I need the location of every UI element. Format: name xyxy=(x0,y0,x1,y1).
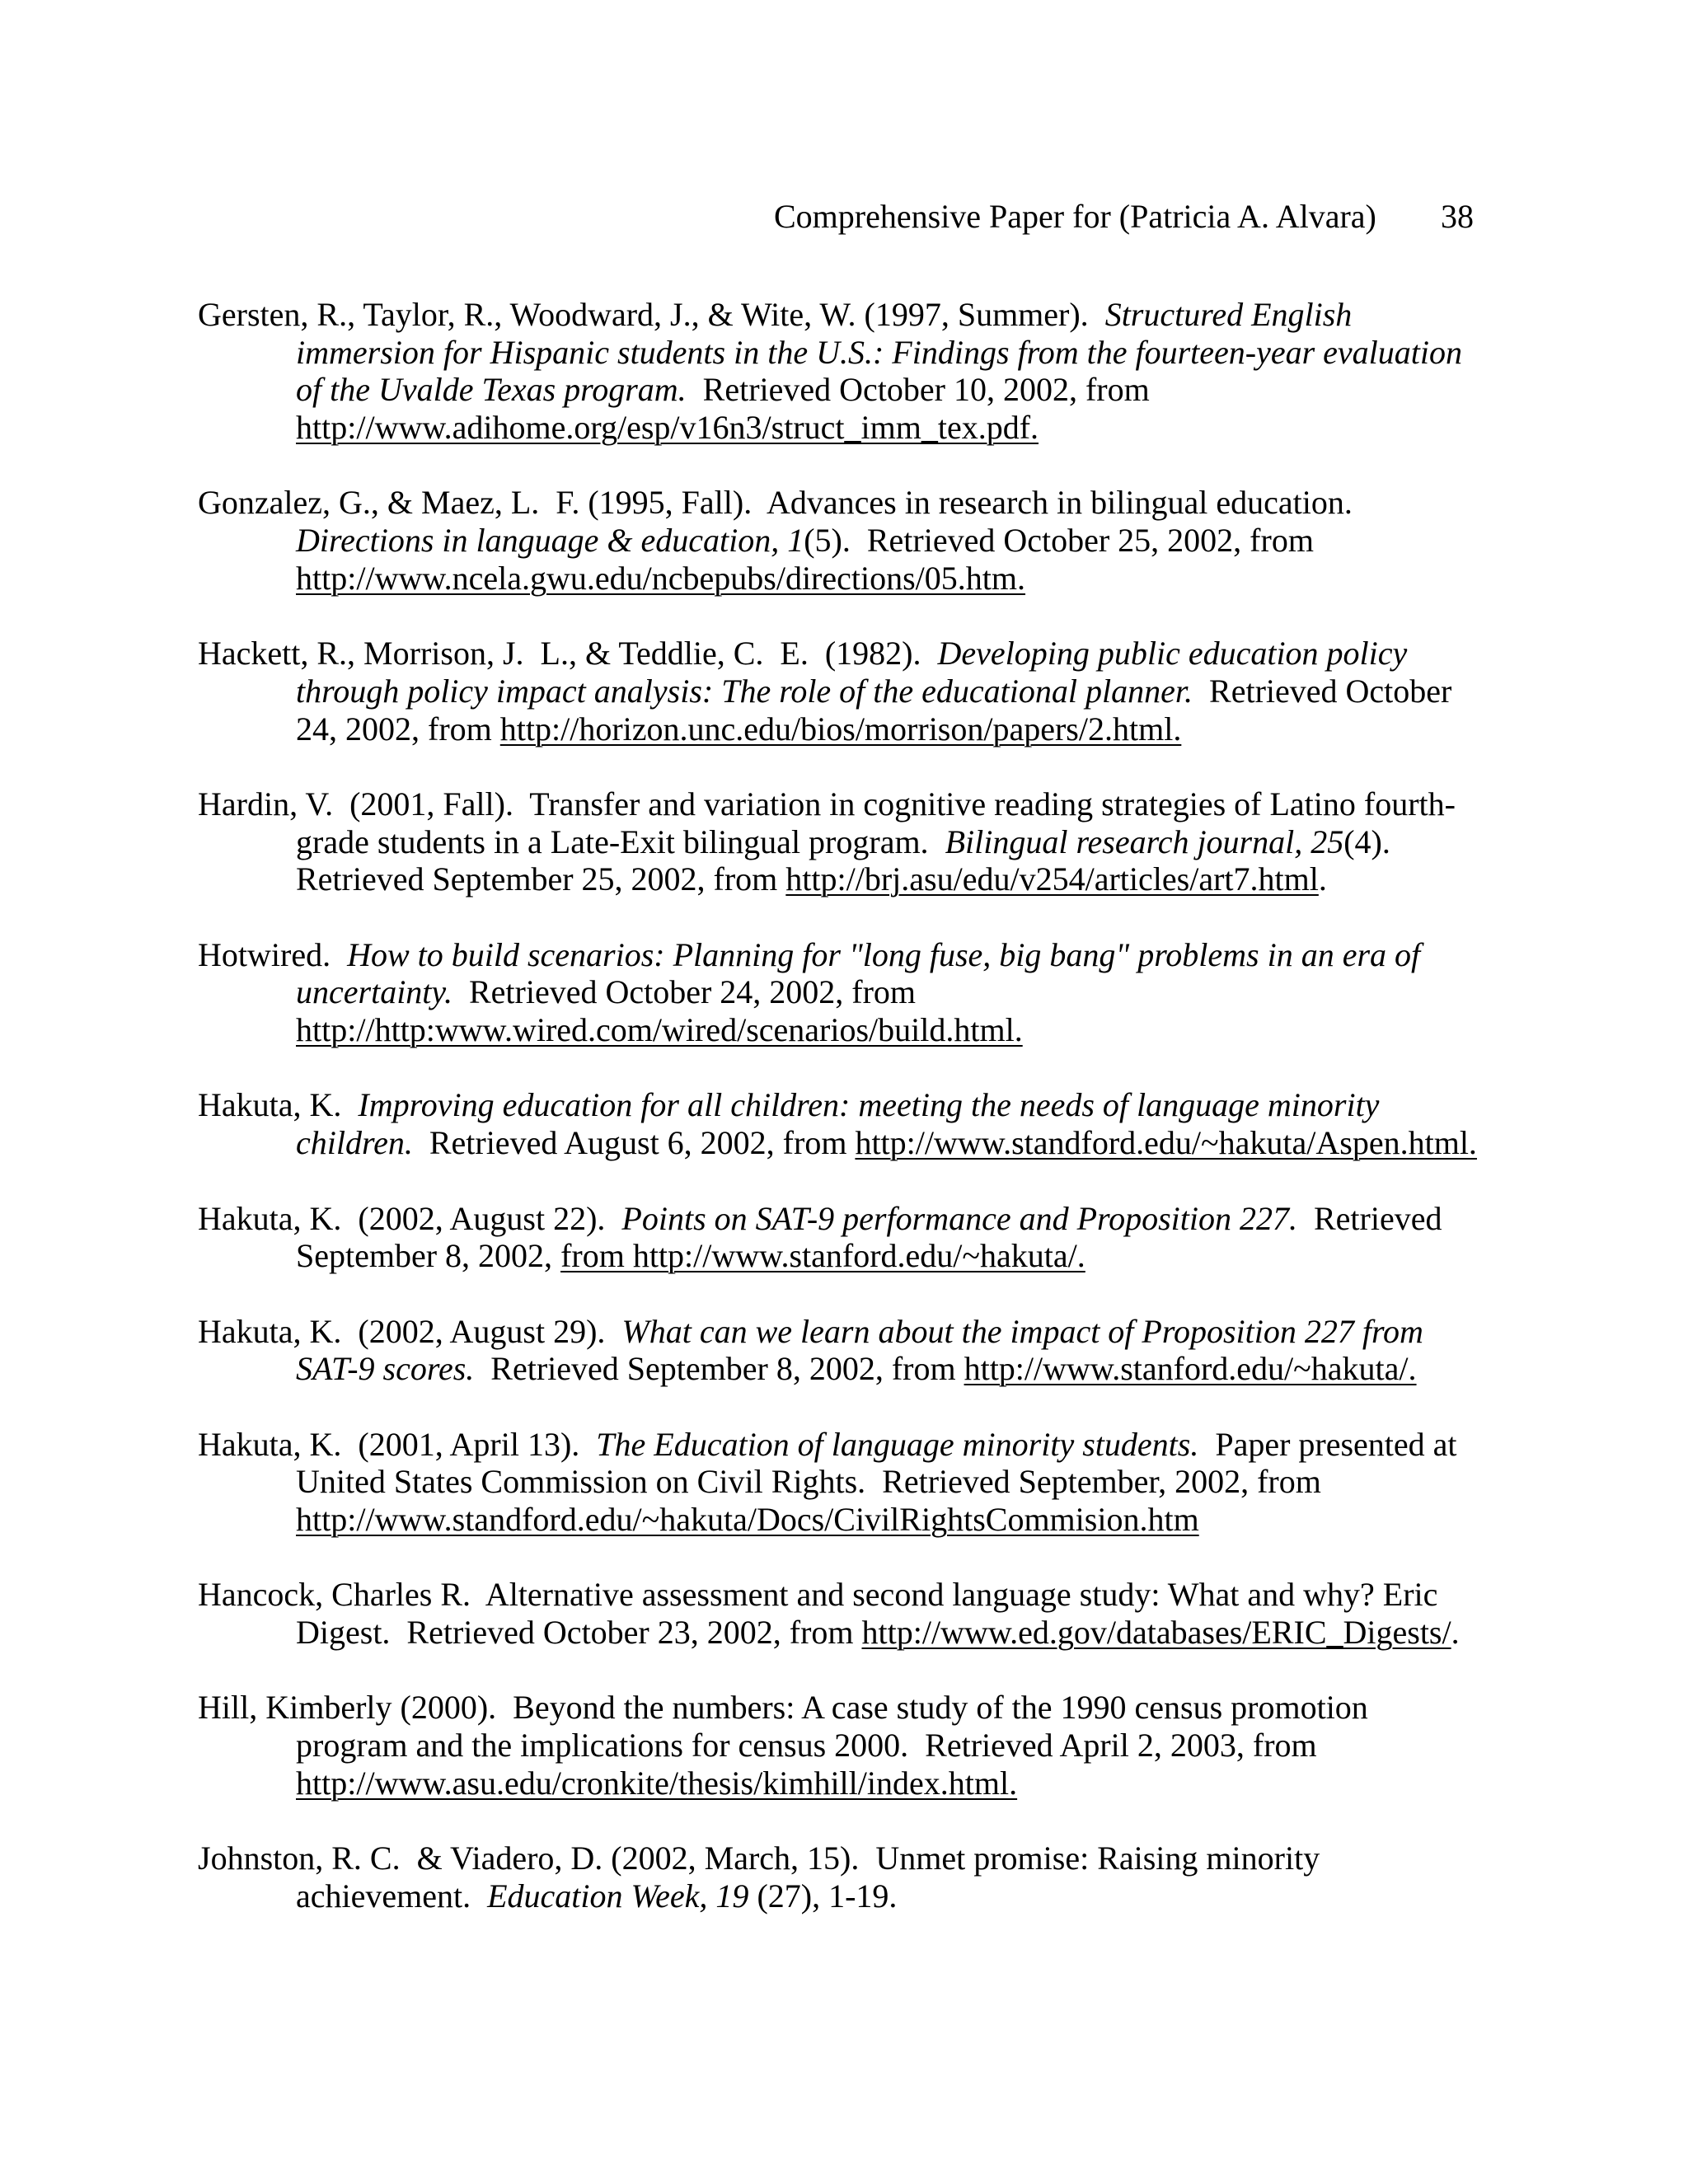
reference-line xyxy=(198,296,1517,334)
reference-entry xyxy=(198,1840,1517,1915)
reference-title: Structured English xyxy=(1104,296,1353,333)
reference-text: Digest. Retrieved October 23, 2002, from xyxy=(296,1614,862,1652)
reference-line xyxy=(198,1350,1517,1388)
reference-text: program and the implications for census 2000. Retrieved April 2, 2003, from xyxy=(296,1727,1317,1765)
reference-title: Points on SAT-9 performance and Proposition 227. xyxy=(621,1199,1297,1237)
reference-title: uncertainty. xyxy=(296,973,452,1011)
reference-line xyxy=(198,860,1517,898)
reference-url-link[interactable]: http://brj.asu/edu/v254/articles/art7.html xyxy=(785,860,1319,898)
reference-entry xyxy=(198,635,1517,748)
reference-line xyxy=(198,1840,1517,1877)
reference-text: Retrieved October 10, 2002, from xyxy=(686,371,1150,409)
reference-line xyxy=(198,1689,1517,1727)
reference-title: The Education of language minority students. xyxy=(596,1425,1199,1463)
reference-text: . xyxy=(1451,1614,1460,1652)
reference-text: Hakuta, K. (2002, August 29). xyxy=(198,1312,622,1350)
header-title: Comprehensive Paper for (Patricia A. Alvara) xyxy=(774,198,1376,235)
reference-line xyxy=(198,1313,1517,1351)
reference-line xyxy=(198,1877,1517,1915)
reference-line xyxy=(198,936,1517,974)
reference-url-link[interactable]: from http://www.stanford.edu/~hakuta/. xyxy=(560,1237,1085,1275)
reference-title: of the Uvalde Texas program. xyxy=(296,371,687,409)
reference-text: grade students in a Late-Exit bilingual program. xyxy=(296,823,945,860)
reference-title: Directions in language & education, 1 xyxy=(296,522,804,560)
reference-line xyxy=(198,973,1517,1011)
reference-line xyxy=(198,635,1517,673)
reference-entry xyxy=(198,936,1517,1049)
reference-text: 24, 2002, from xyxy=(296,710,500,748)
reference-title: SAT-9 scores. xyxy=(296,1350,475,1388)
reference-entry xyxy=(198,1426,1517,1539)
reference-entry xyxy=(198,785,1517,898)
reference-line xyxy=(198,710,1517,748)
reference-entry xyxy=(198,1200,1517,1275)
reference-url-link[interactable]: http://http:www.wired.com/wired/scenarios/build.html. xyxy=(296,1011,1023,1049)
reference-line xyxy=(198,1237,1517,1275)
reference-list xyxy=(198,296,1517,1952)
reference-text: Hill, Kimberly (2000). Beyond the numbers: A case study of the 1990 census promotion xyxy=(198,1689,1368,1727)
reference-line xyxy=(198,673,1517,710)
reference-entry xyxy=(198,484,1517,597)
reference-title: What can we learn about the impact of Proposition 227 from xyxy=(621,1312,1423,1350)
reference-line xyxy=(198,1463,1517,1501)
reference-title: Developing public education policy xyxy=(937,635,1408,673)
reference-line xyxy=(198,560,1517,598)
reference-text: (5). Retrieved October 25, 2002, from xyxy=(804,522,1314,560)
reference-line xyxy=(198,1011,1517,1049)
reference-text: Paper presented at xyxy=(1198,1425,1457,1463)
reference-url-link[interactable]: http://www.adihome.org/esp/v16n3/struct_imm_tex.pdf. xyxy=(296,409,1039,447)
reference-entry xyxy=(198,1689,1517,1802)
reference-text: Retrieved October xyxy=(1193,672,1452,710)
reference-title: immersion for Hispanic students in the U.S.: Findings from the fourteen-year evaluation xyxy=(296,333,1463,371)
reference-url-link[interactable]: http://www.asu.edu/cronkite/thesis/kimhill/index.html. xyxy=(296,1764,1018,1802)
reference-text: Gersten, R., Taylor, R., Woodward, J., & Wite, W. (1997, Summer). xyxy=(198,296,1105,333)
reference-text: Hancock, Charles R. Alternative assessment and second language study: What and why? Eric xyxy=(198,1576,1438,1614)
reference-line xyxy=(198,1727,1517,1765)
reference-text: Retrieved October 24, 2002, from xyxy=(452,973,917,1011)
page-number: 38 xyxy=(1441,198,1474,235)
reference-line xyxy=(198,334,1517,372)
reference-text: Hackett, R., Morrison, J. L., & Teddlie, C. E. (1982). xyxy=(198,635,938,673)
reference-title: Bilingual research journal, 25 xyxy=(945,823,1344,860)
reference-text: Hakuta, K. (2001, April 13). xyxy=(198,1425,597,1463)
reference-entry xyxy=(198,1086,1517,1161)
reference-url-link[interactable]: http://www.ed.gov/databases/ERIC_Digests/ xyxy=(861,1614,1451,1652)
reference-line xyxy=(198,1765,1517,1802)
reference-text: Retrieved August 6, 2002, from xyxy=(412,1124,856,1162)
reference-url-link[interactable]: http://horizon.unc.edu/bios/morrison/papers/2.html. xyxy=(499,710,1182,748)
reference-text: Hardin, V. (2001, Fall). Transfer and variation in cognitive reading strategies of Latino fourth- xyxy=(198,785,1456,823)
reference-text: (27), 1-19. xyxy=(748,1877,898,1915)
reference-entry xyxy=(198,296,1517,447)
reference-url-link[interactable]: http://www.standford.edu/~hakuta/Docs/CivilRightsCommision.htm xyxy=(296,1501,1199,1538)
reference-line xyxy=(198,1086,1517,1124)
reference-url-link[interactable]: http://www.standford.edu/~hakuta/Aspen.html. xyxy=(855,1124,1477,1162)
reference-text: Hotwired. xyxy=(198,935,348,973)
reference-title: through policy impact analysis: The role of the educational planner. xyxy=(296,672,1193,710)
reference-url-link[interactable]: http://www.ncela.gwu.edu/ncbepubs/directions/05.htm. xyxy=(296,559,1026,597)
reference-line xyxy=(198,409,1517,447)
reference-text: Johnston, R. C. & Viadero, D. (2002, March, 15). Unmet promise: Raising minority xyxy=(198,1840,1320,1877)
reference-title: Education Week, 19 xyxy=(487,1877,749,1915)
reference-text: (4). xyxy=(1343,823,1390,860)
reference-line xyxy=(198,823,1517,861)
reference-line xyxy=(198,785,1517,823)
reference-text: September 8, 2002, xyxy=(296,1237,561,1275)
reference-title: How to build scenarios: Planning for "long fuse, big bang" problems in an era of xyxy=(347,935,1421,973)
reference-line xyxy=(198,522,1517,560)
reference-text: Retrieved xyxy=(1297,1199,1442,1237)
reference-text: Retrieved September 8, 2002, from xyxy=(474,1350,964,1388)
reference-line xyxy=(198,1501,1517,1539)
reference-text: Retrieved September 25, 2002, from xyxy=(296,860,786,898)
reference-text: Hakuta, K. xyxy=(198,1086,359,1124)
reference-entry xyxy=(198,1313,1517,1388)
reference-text: Hakuta, K. (2002, August 22). xyxy=(198,1199,622,1237)
reference-line xyxy=(198,371,1517,409)
reference-title: children. xyxy=(296,1124,413,1162)
reference-line xyxy=(198,484,1517,522)
reference-line xyxy=(198,1200,1517,1238)
reference-text: achievement. xyxy=(296,1877,488,1915)
reference-line xyxy=(198,1124,1517,1162)
reference-line xyxy=(198,1426,1517,1464)
reference-text: United States Commission on Civil Rights. Retrieved September, 2002, from xyxy=(296,1463,1321,1501)
reference-line xyxy=(198,1614,1517,1652)
reference-url-link[interactable]: http://www.stanford.edu/~hakuta/. xyxy=(964,1350,1417,1388)
reference-text: . xyxy=(1318,860,1327,898)
reference-text: Gonzalez, G., & Maez, L. F. (1995, Fall). Advances in research in bilingual education. xyxy=(198,484,1353,522)
reference-line xyxy=(198,1576,1517,1614)
reference-title: Improving education for all children: meeting the needs of language minority xyxy=(358,1086,1380,1124)
reference-entry xyxy=(198,1576,1517,1651)
